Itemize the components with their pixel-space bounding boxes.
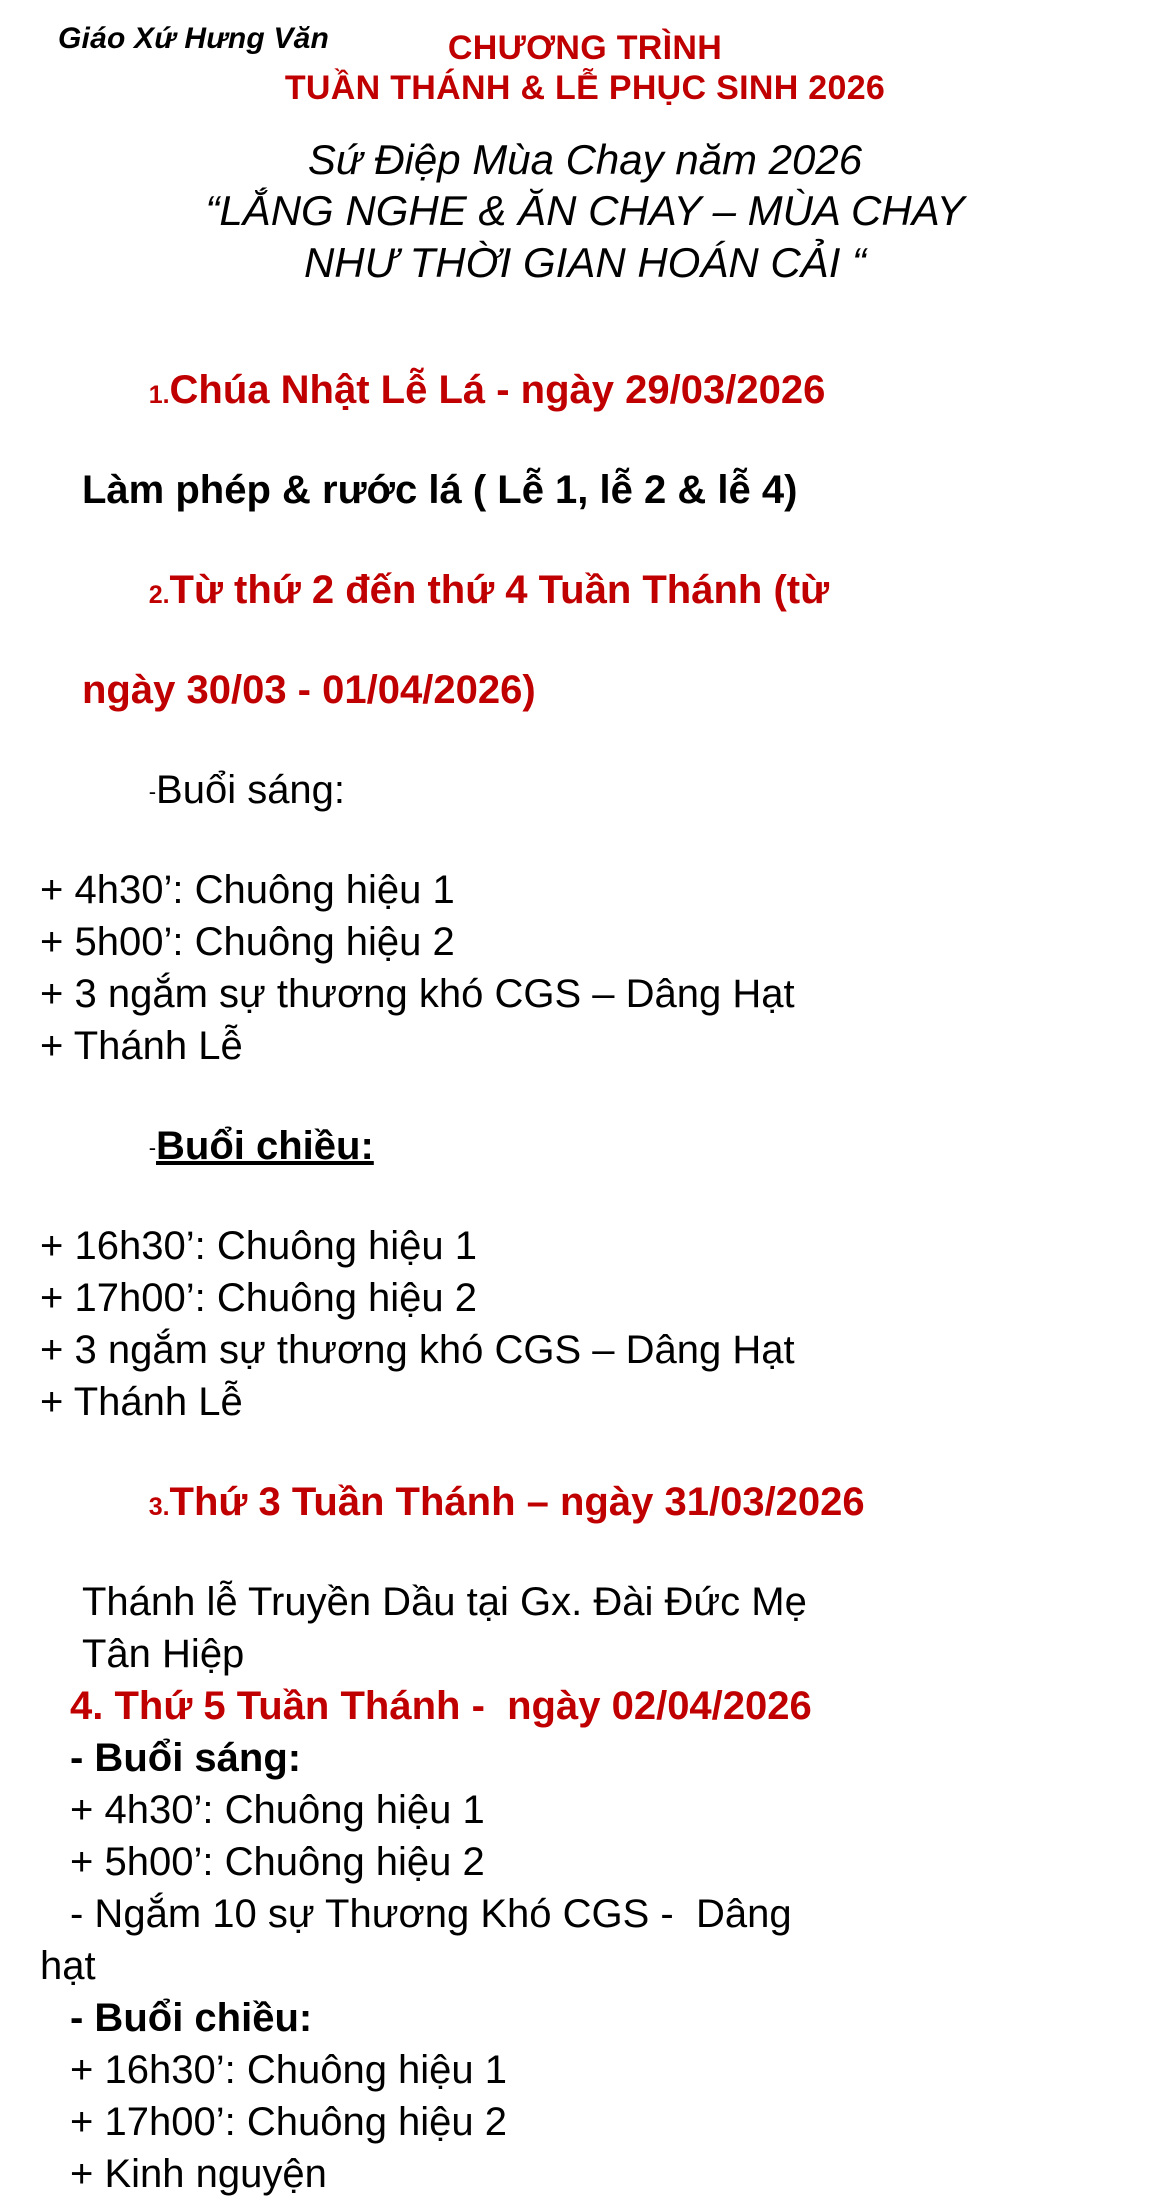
afternoon-label-text: Buổi chiều: bbox=[156, 1123, 374, 1168]
item-1-subtext: Làm phép & rước lá ( Lễ 1, lễ 2 & lễ 4) bbox=[82, 467, 798, 512]
item-4-afternoon-line-1: + 16h30’: Chuông hiệu 1 bbox=[70, 2047, 508, 2092]
item-2-title-line-1: Từ thứ 2 đến thứ 4 Tuần Thánh (từ bbox=[169, 567, 830, 612]
title-line-1: CHƯƠNG TRÌNH bbox=[447, 29, 723, 67]
message-line-3: NHƯ THỜI GIAN HOÁN CẢI “ bbox=[303, 238, 867, 286]
item-2-heading bbox=[40, 518, 1130, 662]
item-2-afternoon-line-3: + 3 ngắm sự thương khó CGS – Dâng Hạt bbox=[40, 1327, 795, 1372]
item-4-morning-line-1: + 4h30’: Chuông hiệu 1 bbox=[70, 1787, 485, 1832]
message-line-2: “LẮNG NGHE & ĂN CHAY – MÙA CHAY bbox=[205, 187, 965, 235]
item-2-morning-label bbox=[40, 718, 1130, 862]
morning-label-text: Buổi sáng: bbox=[156, 767, 346, 812]
message-line-1: Sứ Điệp Mùa Chay năm 2026 bbox=[307, 136, 863, 184]
item-1-number: 1. bbox=[148, 380, 170, 409]
dash-marker: - bbox=[148, 1135, 157, 1161]
item-4-morning-line-2: + 5h00’: Chuông hiệu 2 bbox=[70, 1839, 485, 1884]
item-3-title: Thứ 3 Tuần Thánh – ngày 31/03/2026 bbox=[169, 1479, 865, 1524]
item-2-morning-line-2: + 5h00’: Chuông hiệu 2 bbox=[40, 919, 455, 964]
item-3-subtext-line-1: Thánh lễ Truyền Dầu tại Gx. Đài Đức Mẹ bbox=[82, 1579, 807, 1624]
item-4-morning-line-3: - Ngắm 10 sự Thương Khó CGS - Dâng bbox=[70, 1891, 792, 1936]
item-4-morning-line-3-cont: hạt bbox=[40, 1943, 96, 1988]
item-2-afternoon-label bbox=[40, 1074, 1130, 1218]
program-content bbox=[40, 318, 1130, 2198]
item-4-afternoon-line-3: + Kinh nguyện bbox=[70, 2151, 327, 2196]
item-2-afternoon-line-2: + 17h00’: Chuông hiệu 2 bbox=[40, 1275, 478, 1320]
item-4-morning-label: - Buổi sáng: bbox=[70, 1735, 302, 1780]
item-2-afternoon-line-1: + 16h30’: Chuông hiệu 1 bbox=[40, 1223, 478, 1268]
lent-message bbox=[40, 134, 1130, 288]
item-2-morning-line-3: + 3 ngắm sự thương khó CGS – Dâng Hạt bbox=[40, 971, 795, 1016]
parish-name: Giáo Xứ Hưng Văn bbox=[58, 22, 330, 55]
item-3-heading bbox=[40, 1430, 1130, 1574]
item-3-number: 3. bbox=[148, 1492, 170, 1521]
item-2-afternoon-line-4: + Thánh Lễ bbox=[40, 1379, 243, 1424]
dash-marker: - bbox=[148, 779, 157, 805]
item-1-heading bbox=[40, 318, 1130, 462]
item-4-afternoon-label: - Buổi chiều: bbox=[70, 1995, 313, 2040]
item-4-heading: 4. Thứ 5 Tuần Thánh - ngày 02/04/2026 bbox=[70, 1683, 812, 1728]
item-2-number: 2. bbox=[148, 580, 170, 609]
title-line-2: TUẦN THÁNH & LỄ PHỤC SINH 2026 bbox=[284, 69, 886, 108]
item-2-morning-line-4: + Thánh Lễ bbox=[40, 1023, 243, 1068]
item-2-title-line-2: ngày 30/03 - 01/04/2026) bbox=[82, 667, 536, 712]
item-2-morning-line-1: + 4h30’: Chuông hiệu 1 bbox=[40, 867, 455, 912]
item-4-afternoon-line-2: + 17h00’: Chuông hiệu 2 bbox=[70, 2099, 508, 2144]
item-1-title: Chúa Nhật Lễ Lá - ngày 29/03/2026 bbox=[169, 367, 826, 412]
item-3-subtext-line-2: Tân Hiệp bbox=[82, 1631, 245, 1676]
